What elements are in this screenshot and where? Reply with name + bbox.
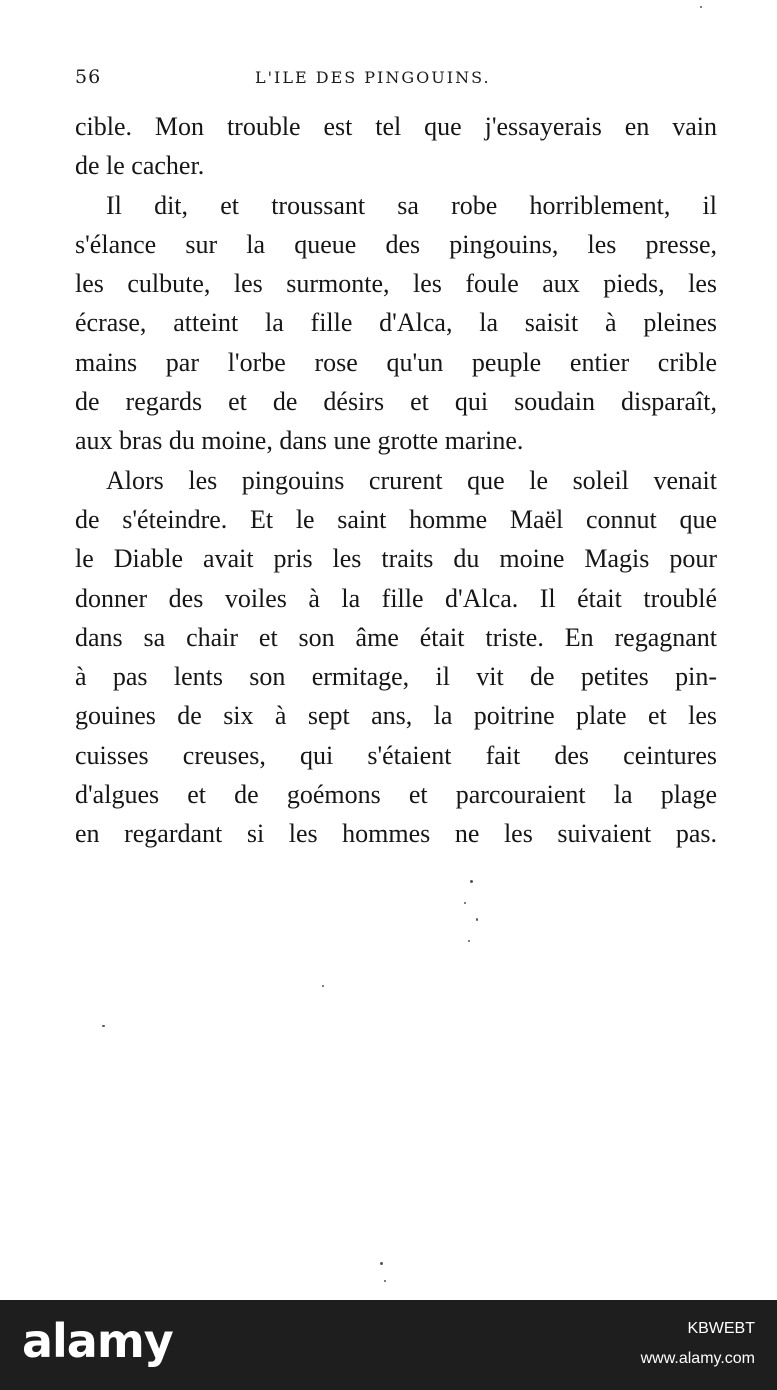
text-line: s'élance sur la queue des pingouins, les presse, bbox=[75, 229, 717, 259]
text-line: aux bras du moine, dans une grotte marine. bbox=[75, 426, 524, 456]
paper-speck bbox=[476, 918, 478, 921]
book-title: L'ILE DES PINGOUINS. bbox=[255, 68, 491, 87]
site-url: www.alamy.com bbox=[640, 1350, 755, 1367]
paper-speck bbox=[384, 1280, 386, 1282]
text-line: gouines de six à sept ans, la poitrine plate et les bbox=[75, 701, 717, 731]
text-line: mains par l'orbe rose qu'un peuple entier crible bbox=[75, 347, 717, 377]
paper-speck bbox=[102, 1025, 105, 1027]
watermark-footer bbox=[0, 1300, 777, 1390]
paper-speck bbox=[700, 6, 702, 8]
paper-speck bbox=[380, 1262, 383, 1265]
paper-speck bbox=[464, 902, 466, 904]
text-line: Alors les pingouins crurent que le soleil venait bbox=[106, 465, 717, 495]
text-line: dans sa chair et son âme était triste. En regagnant bbox=[75, 622, 717, 652]
image-id: KBWEBT bbox=[687, 1320, 755, 1337]
text-line: en regardant si les hommes ne les suivaient pas. bbox=[75, 819, 717, 849]
text-line: cuisses creuses, qui s'étaient fait des ceintures bbox=[75, 740, 717, 770]
text-line: le Diable avait pris les traits du moine Magis pour bbox=[75, 544, 717, 574]
page-number: 56 bbox=[75, 66, 102, 88]
text-line: Il dit, et troussant sa robe horriblement, il bbox=[106, 190, 717, 220]
text-line: de le cacher. bbox=[75, 151, 205, 181]
text-line: de regards et de désirs et qui soudain disparaît, bbox=[75, 387, 717, 417]
text-line: cible. Mon trouble est tel que j'essayerais en vain bbox=[75, 112, 717, 141]
text-line: les culbute, les surmonte, les foule aux pieds, les bbox=[75, 269, 717, 299]
paper-speck bbox=[470, 880, 473, 883]
brand-logo: alamy bbox=[22, 1314, 173, 1368]
paper-speck bbox=[322, 985, 324, 987]
text-line: donner des voiles à la fille d'Alca. Il était troublé bbox=[75, 583, 717, 613]
text-line: d'algues et de goémons et parcouraient la plage bbox=[75, 780, 717, 810]
running-head bbox=[75, 66, 717, 98]
paper-speck bbox=[468, 940, 470, 942]
text-line: à pas lents son ermitage, il vit de petites pin- bbox=[75, 662, 717, 692]
body-text bbox=[75, 107, 717, 854]
text-line: de s'éteindre. Et le saint homme Maël connut que bbox=[75, 504, 717, 534]
text-line: écrase, atteint la fille d'Alca, la saisit à pleines bbox=[75, 308, 717, 338]
